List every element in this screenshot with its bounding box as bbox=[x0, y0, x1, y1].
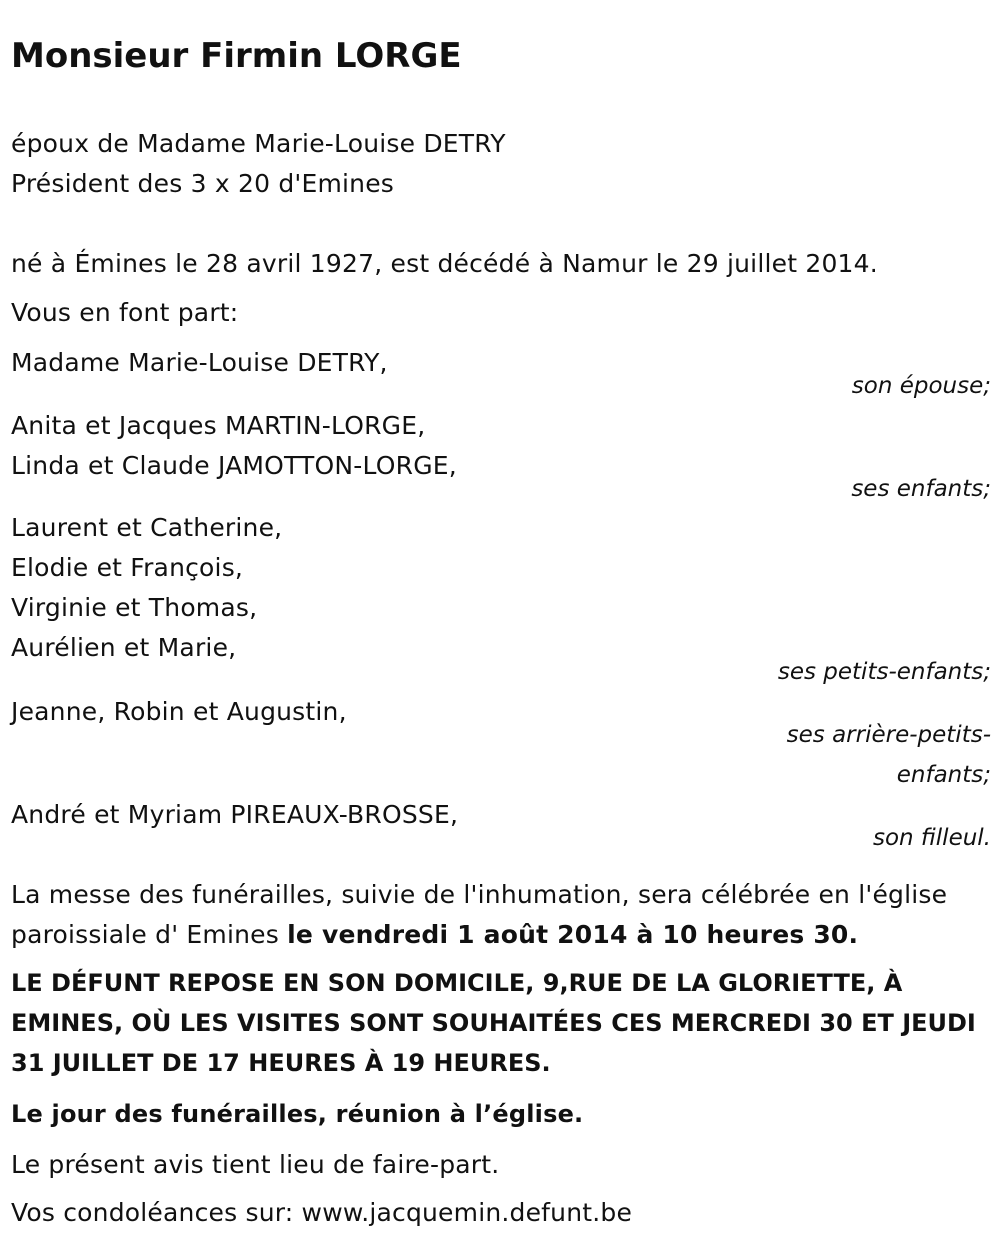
visit-notice: LE DÉFUNT REPOSE EN SON DOMICILE, 9,RUE DE LA GLORIETTE, À EMINES, OÙ LES VISITES SONT SOUHAITÉES CES MERCREDI 30 ET JEUDI 31 JUILLET DE 17 HEURES À 19 HEURES. bbox=[11, 969, 976, 1077]
grandchild-name: Aurélien et Marie, bbox=[11, 633, 237, 662]
ceremony-location: paroissiale d' Emines bbox=[11, 920, 288, 949]
godson-name: André et Myriam PIREAUX-BROSSE, bbox=[11, 800, 459, 829]
grandchild-name: Elodie et François, bbox=[11, 553, 244, 582]
great-grandchild-name: Jeanne, Robin et Augustin, bbox=[11, 697, 347, 726]
grandchild-name: Virginie et Thomas, bbox=[11, 593, 258, 622]
deceased-name: Monsieur Firmin LORGE bbox=[11, 36, 462, 76]
meeting-line: Le jour des funérailles, réunion à l’église. bbox=[11, 1100, 584, 1128]
spouse-name: Madame Marie-Louise DETRY, bbox=[11, 348, 388, 377]
faire-part-notice: Le présent avis tient lieu de faire-part. bbox=[11, 1150, 500, 1179]
birth-death-line: né à Émines le 28 avril 1927, est décédé à Namur le 29 juillet 2014. bbox=[11, 249, 878, 278]
child-name: Linda et Claude JAMOTTON-LORGE, bbox=[11, 451, 457, 480]
ceremony-line-2 bbox=[11, 915, 858, 955]
spouse-role: son épouse; bbox=[851, 373, 991, 399]
great-grandchildren-role: ses arrière-petits- bbox=[786, 722, 991, 748]
grandchild-name: Laurent et Catherine, bbox=[11, 513, 283, 542]
condolences-line: Vos condoléances sur: www.jacquemin.defunt.be bbox=[11, 1198, 633, 1227]
godson-role: son filleul. bbox=[872, 825, 991, 851]
children-role: ses enfants; bbox=[851, 476, 991, 502]
spouse-line: époux de Madame Marie-Louise DETRY bbox=[11, 129, 506, 158]
announce-line: Vous en font part: bbox=[11, 298, 239, 327]
ceremony-datetime: le vendredi 1 août 2014 à 10 heures 30. bbox=[287, 920, 859, 949]
title-line: Président des 3 x 20 d'Emines bbox=[11, 169, 395, 198]
child-name: Anita et Jacques MARTIN-LORGE, bbox=[11, 411, 426, 440]
ceremony-line: La messe des funérailles, suivie de l'inhumation, sera célébrée en l'église bbox=[11, 880, 948, 909]
great-grandchildren-role-cont: enfants; bbox=[896, 762, 991, 788]
grandchildren-role: ses petits-enfants; bbox=[777, 659, 991, 685]
